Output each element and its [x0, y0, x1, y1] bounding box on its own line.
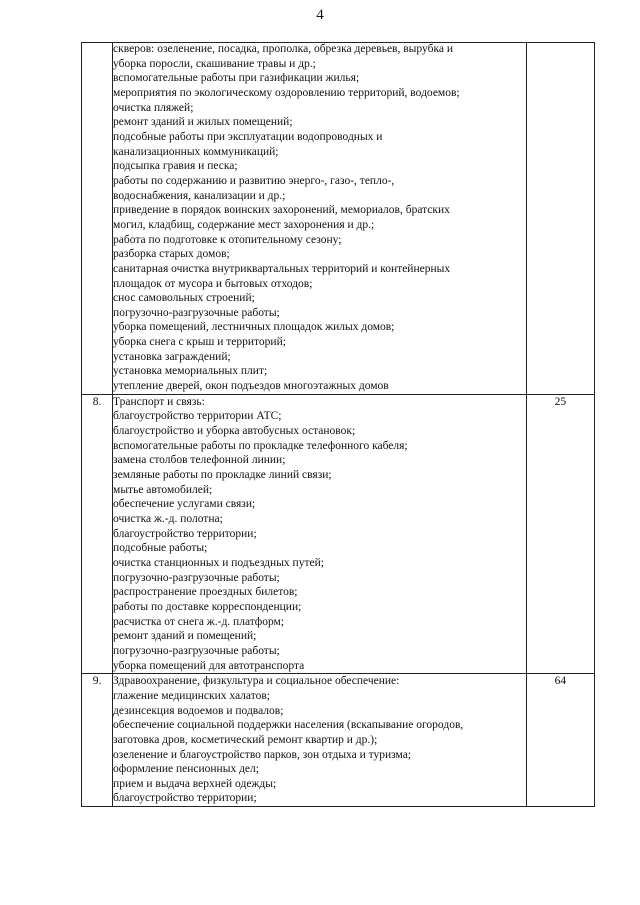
- description-line: очистка пляжей;: [113, 101, 194, 114]
- description-line: уборка снега с крыш и территорий;: [113, 336, 286, 349]
- description-line: благоустройство территории;: [113, 792, 257, 805]
- description-line: благоустройство территории АТС;: [113, 410, 282, 423]
- description-line: Транспорт и связь:: [113, 395, 205, 408]
- description-line: замена столбов телефонной линии;: [113, 454, 286, 467]
- description-line: очистка станционных и подъездных путей;: [113, 556, 324, 569]
- description-line: уборка поросли, скашивание травы и др.;: [113, 57, 316, 70]
- works-table: [81, 42, 595, 807]
- description-line: вспомогательные работы по прокладке телефонного кабеля;: [113, 439, 408, 452]
- description-line: подсобные работы;: [113, 542, 208, 555]
- description-line: скверов: озеленение, посадка, прополка, обрезка деревьев, вырубка и: [113, 43, 453, 55]
- description-line: погрузочно-разгрузочные работы;: [113, 644, 280, 657]
- page-number: 4: [316, 7, 324, 23]
- description-line: снос самовольных строений;: [113, 292, 255, 305]
- description-line: прием и выдача верхней одежды;: [113, 777, 277, 790]
- description-line: погрузочно-разгрузочные работы;: [113, 571, 280, 584]
- description-line: погрузочно-разгрузочные работы;: [113, 306, 280, 319]
- description-line: работы по содержанию и развитию энерго-, газо-, тепло-,: [113, 174, 395, 187]
- description-line: ремонт зданий и помещений;: [113, 630, 257, 643]
- description-line: разборка старых домов;: [113, 248, 230, 261]
- table-row: [82, 674, 595, 807]
- description-line: могил, кладбищ, содержание мест захоронения и др.;: [113, 218, 375, 231]
- description-line: благоустройство и уборка автобусных остановок;: [113, 425, 356, 438]
- row-description: [113, 674, 527, 807]
- description-line: обеспечение услугами связи;: [113, 498, 256, 511]
- description-line: расчистка от снега ж.-д. платформ;: [113, 615, 285, 628]
- description-line: мероприятия по экологическому оздоровлению территорий, водоемов;: [113, 86, 460, 99]
- description-line: вспомогательные работы при газификации жилья;: [113, 72, 360, 85]
- description-line: озеленение и благоустройство парков, зон отдыха и туризма;: [113, 748, 412, 761]
- description-line: водоснабжения, канализации и др.;: [113, 189, 286, 202]
- description-line: установка мемориальных плит;: [113, 365, 268, 378]
- description-line: уборка помещений, лестничных площадок жилых домов;: [113, 321, 395, 334]
- description-line: Здравоохранение, физкультура и социальное обеспечение:: [113, 675, 400, 688]
- description-line: подсобные работы при эксплуатации водопроводных и: [113, 130, 383, 143]
- description-line: уборка помещений для автотранспорта: [113, 659, 305, 672]
- description-line: обеспечение социальной поддержки населения (вскапывание огородов,: [113, 719, 464, 732]
- works-table-body: [82, 43, 595, 807]
- table-row: [82, 43, 595, 395]
- description-line: подсыпка гравия и песка;: [113, 160, 238, 173]
- row-number: [82, 43, 113, 395]
- row-value: [526, 43, 594, 395]
- description-line: установка заграждений;: [113, 350, 231, 363]
- description-line: ремонт зданий и жилых помещений;: [113, 116, 293, 129]
- row-value: 25: [526, 394, 594, 673]
- description-line: глажение медицинских халатов;: [113, 689, 270, 702]
- description-line: мытье автомобилей;: [113, 483, 213, 496]
- description-line: распространение проездных билетов;: [113, 586, 298, 599]
- description-line: работа по подготовке к отопительному сезону;: [113, 233, 342, 246]
- row-value: 64: [526, 674, 594, 807]
- description-line: заготовка дров, косметический ремонт квартир и др.);: [113, 733, 378, 746]
- row-number: 8.: [82, 394, 113, 673]
- row-number: 9.: [82, 674, 113, 807]
- row-description: [113, 43, 527, 395]
- description-line: благоустройство территории;: [113, 527, 257, 540]
- description-line: дезинсекция водоемов и подвалов;: [113, 704, 284, 717]
- description-line: утепление дверей, окон подъездов многоэтажных домов: [113, 380, 389, 393]
- description-line: оформление пенсионных дел;: [113, 763, 259, 776]
- description-line: работы по доставке корреспонденции;: [113, 600, 302, 613]
- description-line: канализационных коммуникаций;: [113, 145, 279, 158]
- row-description: [113, 394, 527, 673]
- description-line: санитарная очистка внутриквартальных территорий и контейнерных: [113, 262, 451, 275]
- description-line: очистка ж.-д. полотна;: [113, 513, 223, 525]
- description-line: приведение в порядок воинских захоронений, мемориалов, братских: [113, 204, 450, 217]
- table-row: [82, 394, 595, 673]
- description-line: земляные работы по прокладке линий связи;: [113, 469, 332, 482]
- description-line: площадок от мусора и бытовых отходов;: [113, 277, 313, 290]
